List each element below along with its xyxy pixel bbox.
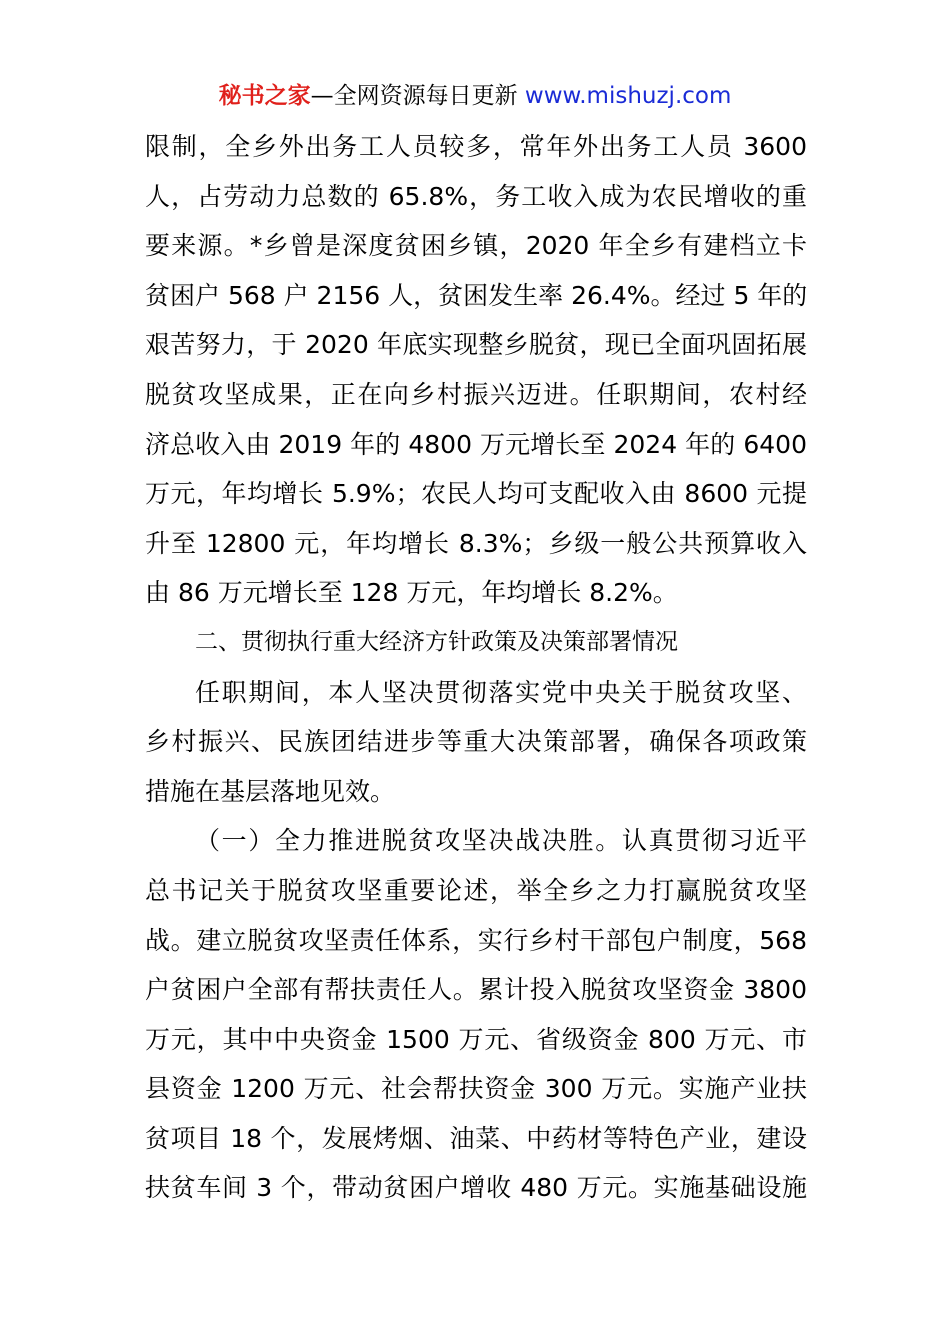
site-tagline: —全网资源每日更新	[310, 83, 525, 109]
body-line: 升至 12800 元，年均增长 8.3%；乡级一般公共预算收入	[145, 528, 807, 558]
body-line: 县资金 1200 万元、社会帮扶资金 300 万元。实施产业扶	[145, 1074, 807, 1104]
body-line: 乡村振兴、民族团结进步等重大决策部署，确保各项政策	[145, 727, 807, 757]
body-line: 脱贫攻坚成果，正在向乡村振兴迈进。任职期间，农村经	[145, 379, 807, 409]
body-line: 任职期间，本人坚决贯彻落实党中央关于脱贫攻坚、	[195, 677, 807, 707]
section-heading: 二、贯彻执行重大经济方针政策及决策部署情况	[195, 628, 678, 655]
site-header	[0, 80, 950, 112]
body-line: 贫项目 18 个，发展烤烟、油菜、中药材等特色产业，建设	[145, 1123, 807, 1153]
subsection-line: （一）全力推进脱贫攻坚决战决胜。认真贯彻习近平	[195, 826, 807, 856]
body-line: 济总收入由 2019 年的 4800 万元增长至 2024 年的 6400	[145, 429, 807, 459]
body-line: 限制，全乡外出务工人员较多，常年外出务工人员 3600	[145, 132, 807, 161]
document-body	[145, 122, 807, 1213]
body-line: 总书记关于脱贫攻坚重要论述，举全乡之力打赢脱贫攻坚	[145, 875, 807, 905]
body-line: 户贫困户全部有帮扶责任人。累计投入脱贫攻坚资金 3800	[145, 975, 807, 1005]
body-line: 贫困户 568 户 2156 人，贫困发生率 26.4%。经过 5 年的	[145, 280, 808, 310]
body-line: 艰苦努力，于 2020 年底实现整乡脱贫，现已全面巩固拓展	[145, 330, 807, 360]
body-line: 要来源。*乡曾是深度贫困乡镇，2020 年全乡有建档立卡	[145, 231, 807, 261]
body-line: 措施在基层落地见效。	[145, 776, 396, 806]
body-line: 战。建立脱贫攻坚责任体系，实行乡村干部包户制度，568	[145, 925, 807, 955]
body-line: 万元，年均增长 5.9%；农民人均可支配收入由 8600 元提	[145, 479, 807, 509]
body-line: 人，占劳动力总数的 65.8%，务工收入成为农民增收的重	[145, 181, 807, 211]
body-line: 扶贫车间 3 个，带动贫困户增收 480 万元。实施基础设施	[145, 1173, 807, 1203]
body-line: 由 86 万元增长至 128 万元，年均增长 8.2%。	[145, 578, 678, 608]
site-brand: 秘书之家	[218, 83, 311, 109]
site-url-link[interactable]: www.mishuzj.com	[524, 83, 732, 109]
body-line: 万元，其中中央资金 1500 万元、省级资金 800 万元、市	[145, 1024, 807, 1054]
